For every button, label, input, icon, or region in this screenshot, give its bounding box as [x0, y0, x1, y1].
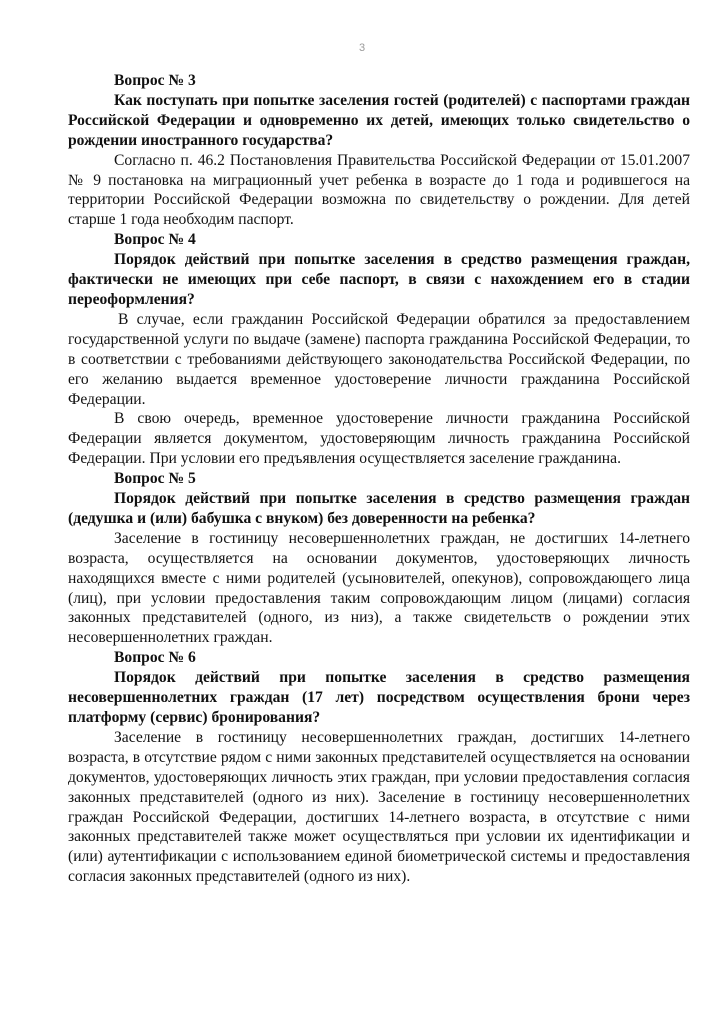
page-number: 3 [358, 42, 366, 54]
answer-paragraph: Заселение в гостиницу несовершеннолетних граждан, не достигших 14-летнего возраста, осуществляется на основании документов, удостоверяющих личность находящихся вместе с ними родителей (усыновителей, опекунов), сопровождающего лица (лиц), при условии предоставления таким сопровождающим лицом (лицами) согласия законных представителей (одного, из низ), а также свидетельств о рождении этих несовершеннолетних граждан. [68, 529, 690, 647]
question-text: Порядок действий при попытке заселения в средство размещения граждан (дедушка и (или) бабушка с внуком) без доверенности на ребенка? [68, 490, 690, 527]
section-question-3 [68, 71, 690, 230]
document-body [68, 71, 690, 887]
question-text: Как поступать при попытке заселения гостей (родителей) с паспортами граждан Российской Федерации и одновременно их детей, имеющих только свидетельство о рождении иностранного государства? [68, 91, 690, 149]
question-heading: Вопрос № 3 [114, 72, 196, 89]
answer-paragraph: В случае, если гражданин Российской Федерации обратился за предоставлением государственной услуги по выдаче (замене) паспорта гражданина Российской Федерации, то в соответствии с требованиями действующего законодательства Российской Федерации, по его желанию выдается временное удостоверение личности гражданина Российской Федерации. [68, 310, 690, 408]
answer-paragraph: В свою очередь, временное удостоверение личности гражданина Российской Федерации является документом, удостоверяющим личность гражданина Российской Федерации. При условии его предъявления осуществляется заселение гражданина. [68, 410, 690, 468]
section-question-5 [68, 469, 690, 648]
question-heading: Вопрос № 6 [114, 649, 196, 667]
question-text: Порядок действий при попытке заселения в средство размещения несовершеннолетних граждан (17 лет) посредством осуществления брони через платформу (сервис) бронирования? [68, 669, 690, 726]
answer-paragraph: Согласно п. 46.2 Постановления Правительства Российской Федерации от 15.01.2007 № 9 постановка на миграционный учет ребенка в возрасте до 1 года и родившегося на территории Российской Федерации возможна по свидетельству о рождении. Для детей старше 1 года необходим паспорт. [68, 151, 690, 229]
question-heading: Вопрос № 5 [114, 470, 196, 488]
question-heading: Вопрос № 4 [114, 231, 196, 249]
section-question-6 [68, 648, 690, 887]
question-text: Порядок действий при попытке заселения в средство размещения граждан, фактически не имеющих при себе паспорт, в связи с нахождением его в стадии переоформления? [68, 251, 690, 308]
section-question-4 [68, 230, 690, 469]
answer-paragraph: Заселение в гостиницу несовершеннолетних граждан, достигших 14-летнего возраста, в отсутствие рядом с ними законных представителей осуществляется на основании документов, удостоверяющих личность этих граждан, при условии предоставления согласия законных представителей (одного из них). Заселение в гостиницу несовершеннолетних граждан Российской Федерации, достигших 14-летнего возраста, в отсутствие с ними законных представителей также может осуществляться при условии их идентификации и (или) аутентификации с использованием единой биометрической системы и предоставления согласия законных представителей (одного из них). [68, 728, 690, 886]
